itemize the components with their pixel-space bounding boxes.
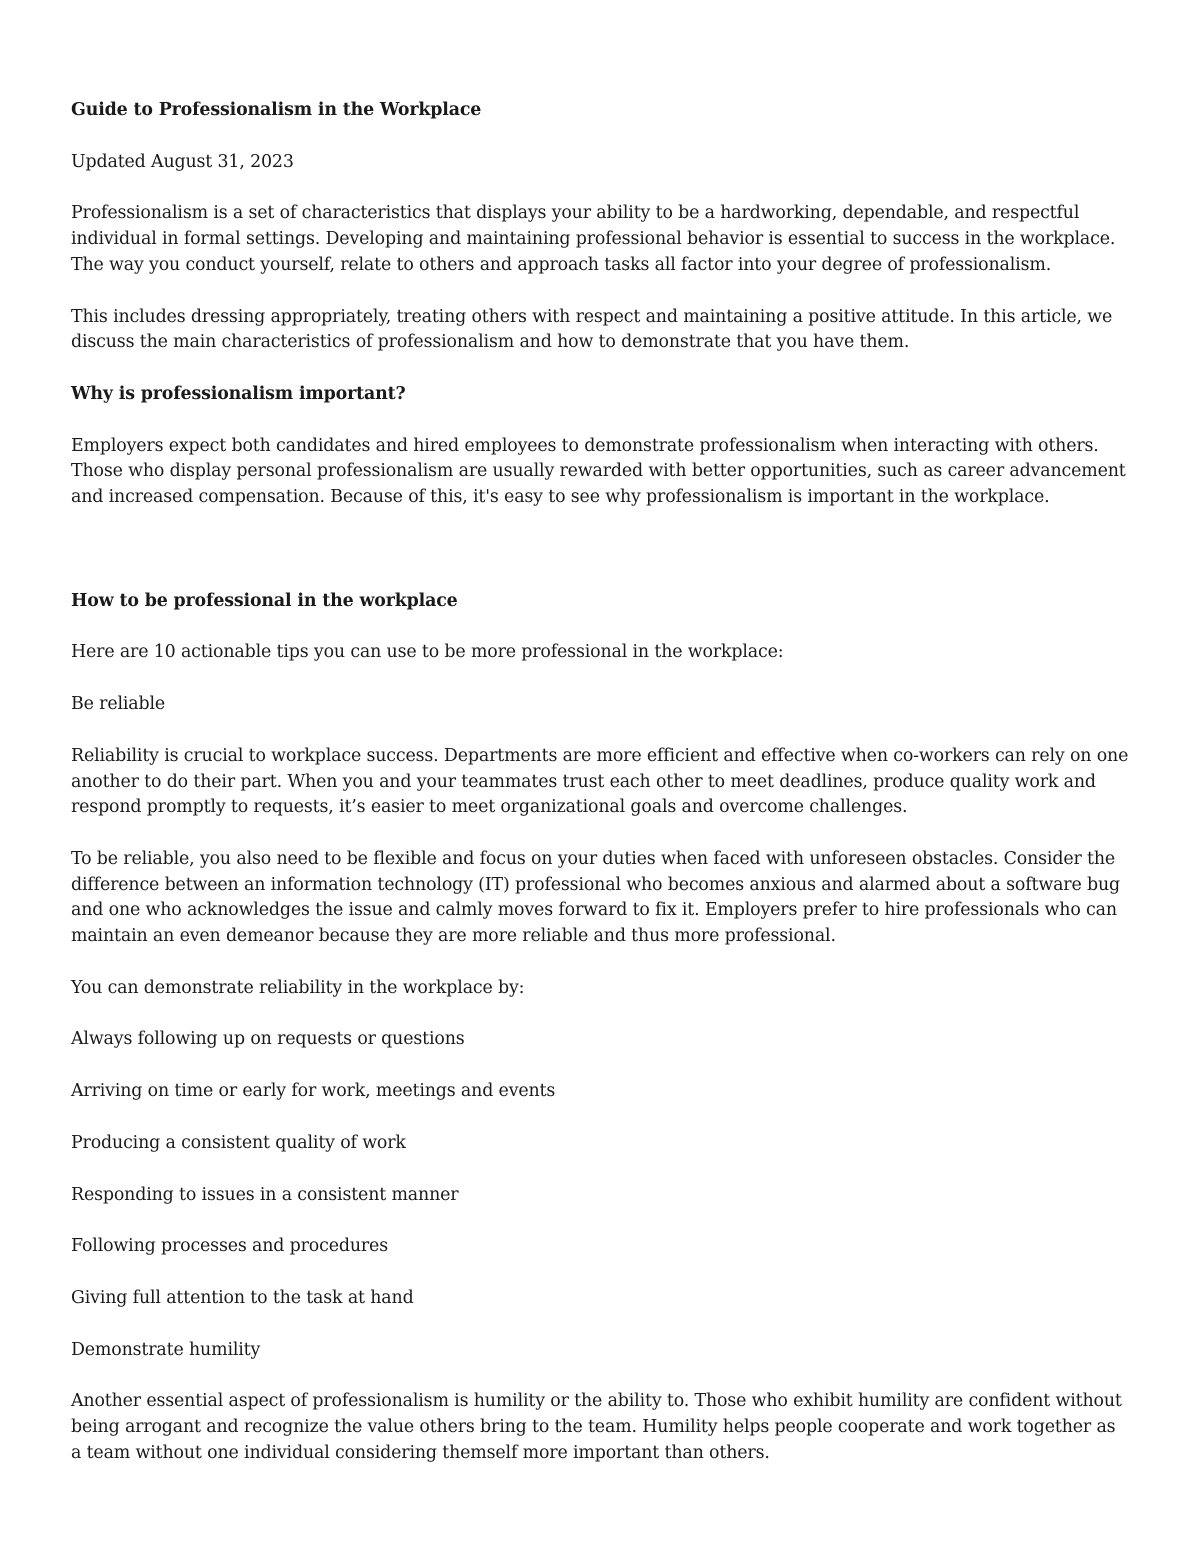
updated-date: Updated August 31, 2023 — [71, 151, 294, 172]
how-intro: Here are 10 actionable tips you can use to be more professional in the workplace: — [71, 642, 784, 663]
reliable-list-intro: You can demonstrate reliability in the workplace by: — [71, 977, 525, 998]
tip-title-reliable: Be reliable — [71, 694, 166, 715]
humility-paragraph-1: Another essential aspect of professionalism is humility or the ability to. Those who exhibit humility are confident without being arrogant and recognize the value others bring to the team. Humility helps people cooperate and work together as a team without one individual considering themself more important than others. — [71, 1391, 1122, 1463]
list-item: Giving full attention to the task at hand — [71, 1287, 414, 1308]
document-title: Guide to Professionalism in the Workplace — [71, 100, 482, 120]
list-item: Producing a consistent quality of work — [71, 1132, 406, 1153]
list-item: Always following up on requests or questions — [71, 1029, 465, 1050]
intro-paragraph-2: This includes dressing appropriately, treating others with respect and maintaining a positive attitude. In this article, we discuss the main characteristics of professionalism and how to demonstrate that you have them. — [71, 306, 1113, 353]
reliable-paragraph-1: Reliability is crucial to workplace success. Departments are more efficient and effective when co-workers can rely on one another to do their part. When you and your teammates trust each other to meet deadlines, produce quality work and respond promptly to requests, it’s easier to meet organizational goals and overcome challenges. — [71, 745, 1129, 818]
document-page — [71, 98, 1129, 1493]
list-item: Responding to issues in a consistent manner — [71, 1184, 459, 1205]
tip-title-humility: Demonstrate humility — [71, 1339, 261, 1360]
why-paragraph: Employers expect both candidates and hired employees to demonstrate professionalism when interacting with others. Those who display personal professionalism are usually rewarded with better opportunities, such as career advancement and increased compensation. Because of this, it's easy to see why professionalism is important in the workplace. — [71, 435, 1126, 508]
how-heading: How to be professional in the workplace — [71, 590, 458, 611]
intro-paragraph-1: Professionalism is a set of characteristics that displays your ability to be a hardworking, dependable, and respectful individual in formal settings. Developing and maintaining professional behavior is essential to success in the workplace. The way you conduct yourself, relate to others and approach tasks all factor into your degree of professionalism. — [71, 203, 1116, 275]
list-item: Arriving on time or early for work, meetings and events — [71, 1081, 556, 1102]
list-item: Following processes and procedures — [71, 1236, 388, 1257]
reliable-paragraph-2: To be reliable, you also need to be flexible and focus on your duties when faced with unforeseen obstacles. Consider the difference between an information technology (IT) professional who becomes anxious and alarmed about a software bug and one who acknowledges the issue and calmly moves forward to fix it. Employers prefer to hire professionals who can maintain an even demeanor because they are more reliable and thus more professional. — [71, 848, 1120, 947]
why-heading: Why is professionalism important? — [71, 383, 406, 404]
section-spacer — [71, 537, 1129, 589]
